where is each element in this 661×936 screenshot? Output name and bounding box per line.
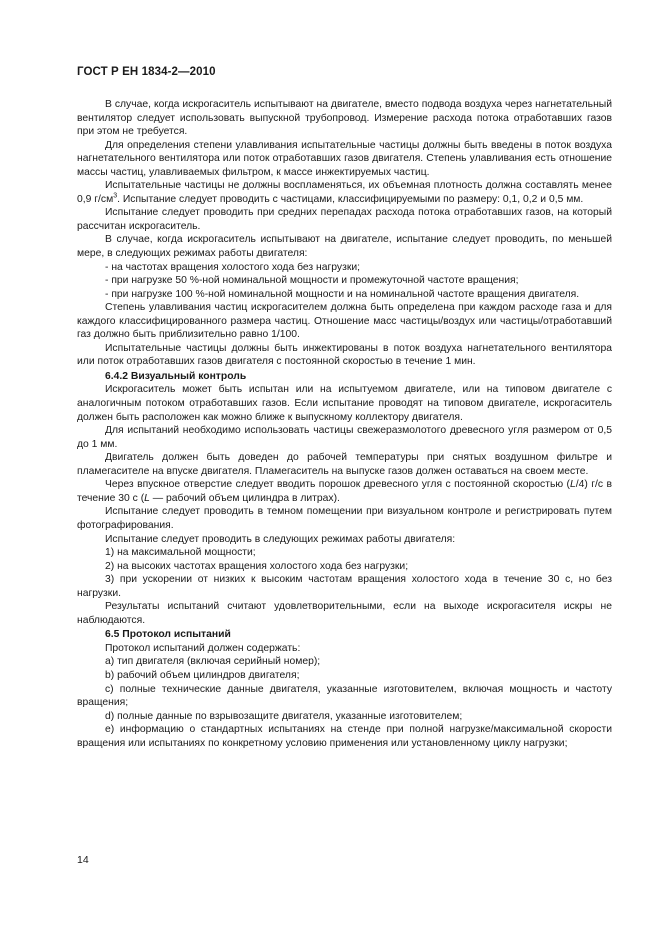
document-body — [77, 98, 612, 750]
list-item: c) полные технические данные двигателя, указанные изготовителем, включая мощность и частоту вращения; — [77, 683, 612, 709]
list-item: b) рабочий объем цилиндров двигателя; — [105, 669, 300, 681]
list-item: d) полные данные по взрывозащите двигателя, указанные изготовителем; — [105, 710, 463, 722]
paragraph: Двигатель должен быть доведен до рабочей температуры при снятых воздушном фильтре и пламегасителе на впуске двигателя. Пламегаситель на выпуске газов должен оставаться на своем месте. — [77, 452, 612, 477]
paragraph-text: . Испытание следует проводить с частицами, классифицируемыми по размеру: 0,1, 0,2 и 0,5 мм. — [117, 193, 584, 205]
list-item: - на частотах вращения холостого хода без нагрузки; — [105, 261, 361, 273]
document-header: ГОСТ Р ЕН 1834-2—2010 — [77, 66, 216, 78]
list-item: - при нагрузке 100 %-ной номинальной мощности и на номинальной частоте вращения двигателя. — [105, 288, 580, 300]
paragraph: Испытание следует проводить в темном помещении при визуальном контроле и регистрировать путем фотографирования. — [77, 506, 612, 531]
paragraph: Испытание следует проводить при средних перепадах расхода потока отработавших газов, на который рассчитан искрогаситель. — [77, 207, 612, 232]
paragraph: Для определения степени улавливания испытательные частицы должны быть введены в поток воздуха нагнетательного вентилятора или поток отработавших газов двигателя. Степень улавливания есть отношение массы частиц, улавливаемых фильтром, к массе инжектируемых частиц. — [77, 139, 612, 178]
list-item: a) тип двигателя (включая серийный номер); — [105, 656, 321, 668]
list-item: - при нагрузке 50 %-ной номинальной мощности и промежуточной частоте вращения; — [105, 275, 519, 287]
paragraph: Испытание следует проводить в следующих режимах работы двигателя: — [105, 533, 456, 545]
paragraph: В случае, когда искрогаситель испытывают на двигателе, вместо подвода воздуха через нагнетательный вентилятор следует использовать выпускной трубопровод. Измерение расхода потока отработавших газов при этом не требуется. — [77, 99, 612, 138]
superscript: 3 — [113, 192, 118, 200]
page-number: 14 — [77, 854, 89, 866]
formula-variable: L — [144, 492, 150, 504]
paragraph: Степень улавливания частиц искрогасителем должна быть определена при каждом расходе газа и для каждого классифицированного размера частиц. Отношение масс частицы/воздух или частицы/отработавший газ должно быть приблизительно равно 1/100. — [77, 302, 612, 341]
paragraph: Для испытаний необходимо использовать частицы свежеразмолотого древесного угля размером от 0,5 до 1 мм. — [77, 425, 612, 450]
section-heading: 6.5 Протокол испытаний — [105, 629, 231, 641]
paragraph: В случае, когда искрогаситель испытывают на двигателе, испытание следует проводить, по меньшей мере, в следующих режимах работы двигателя: — [77, 234, 612, 260]
list-item: e) информацию о стандартных испытаниях на стенде при полной нагрузке/максимальной скорости вращения или испытаниях по конкретному условию применения или установленному циклу нагрузки; — [77, 724, 612, 749]
paragraph-text: Через впускное отверстие следует вводить порошок древесного угля с постоянной скоростью ( — [105, 479, 570, 491]
paragraph: Искрогаситель может быть испытан или на испытуемом двигателе, или на типовом двигателе с аналогичным потоком отработавших газов. Если испытание проводят на типовом двигателе, искрогаситель должен быть расположен как можно ближе к выпускному коллектору двигателя. — [77, 384, 612, 423]
list-item: 3) при ускорении от низких к высоким частотам вращения холостого хода в течение 30 с, но без нагрузки. — [77, 574, 612, 599]
formula-variable: L — [569, 479, 576, 491]
paragraph-text: — рабочий объем цилиндра в литрах). — [149, 492, 340, 504]
paragraph-text: Испытательные частицы не должны воспламеняться, их объемная плотность должна составлять менее 0,9 г/см — [77, 180, 612, 205]
paragraph: Результаты испытаний считают удовлетворительными, если на выходе искрогасителя искры не наблюдаются. — [77, 601, 612, 626]
list-item: 1) на максимальной мощности; — [105, 547, 256, 559]
section-heading: 6.4.2 Визуальный контроль — [105, 370, 247, 382]
paragraph-text: /4) г/с в течение 30 с ( — [77, 479, 612, 504]
paragraph: Испытательные частицы должны быть инжектированы в поток воздуха нагнетательного вентилятора или поток отработавших газов двигателя с постоянной скоростью в течение 1 мин. — [77, 342, 612, 368]
list-item: 2) на высоких частотах вращения холостого хода без нагрузки; — [105, 560, 409, 572]
paragraph — [77, 179, 612, 206]
paragraph: Протокол испытаний должен содержать: — [105, 642, 301, 654]
paragraph — [77, 478, 612, 505]
